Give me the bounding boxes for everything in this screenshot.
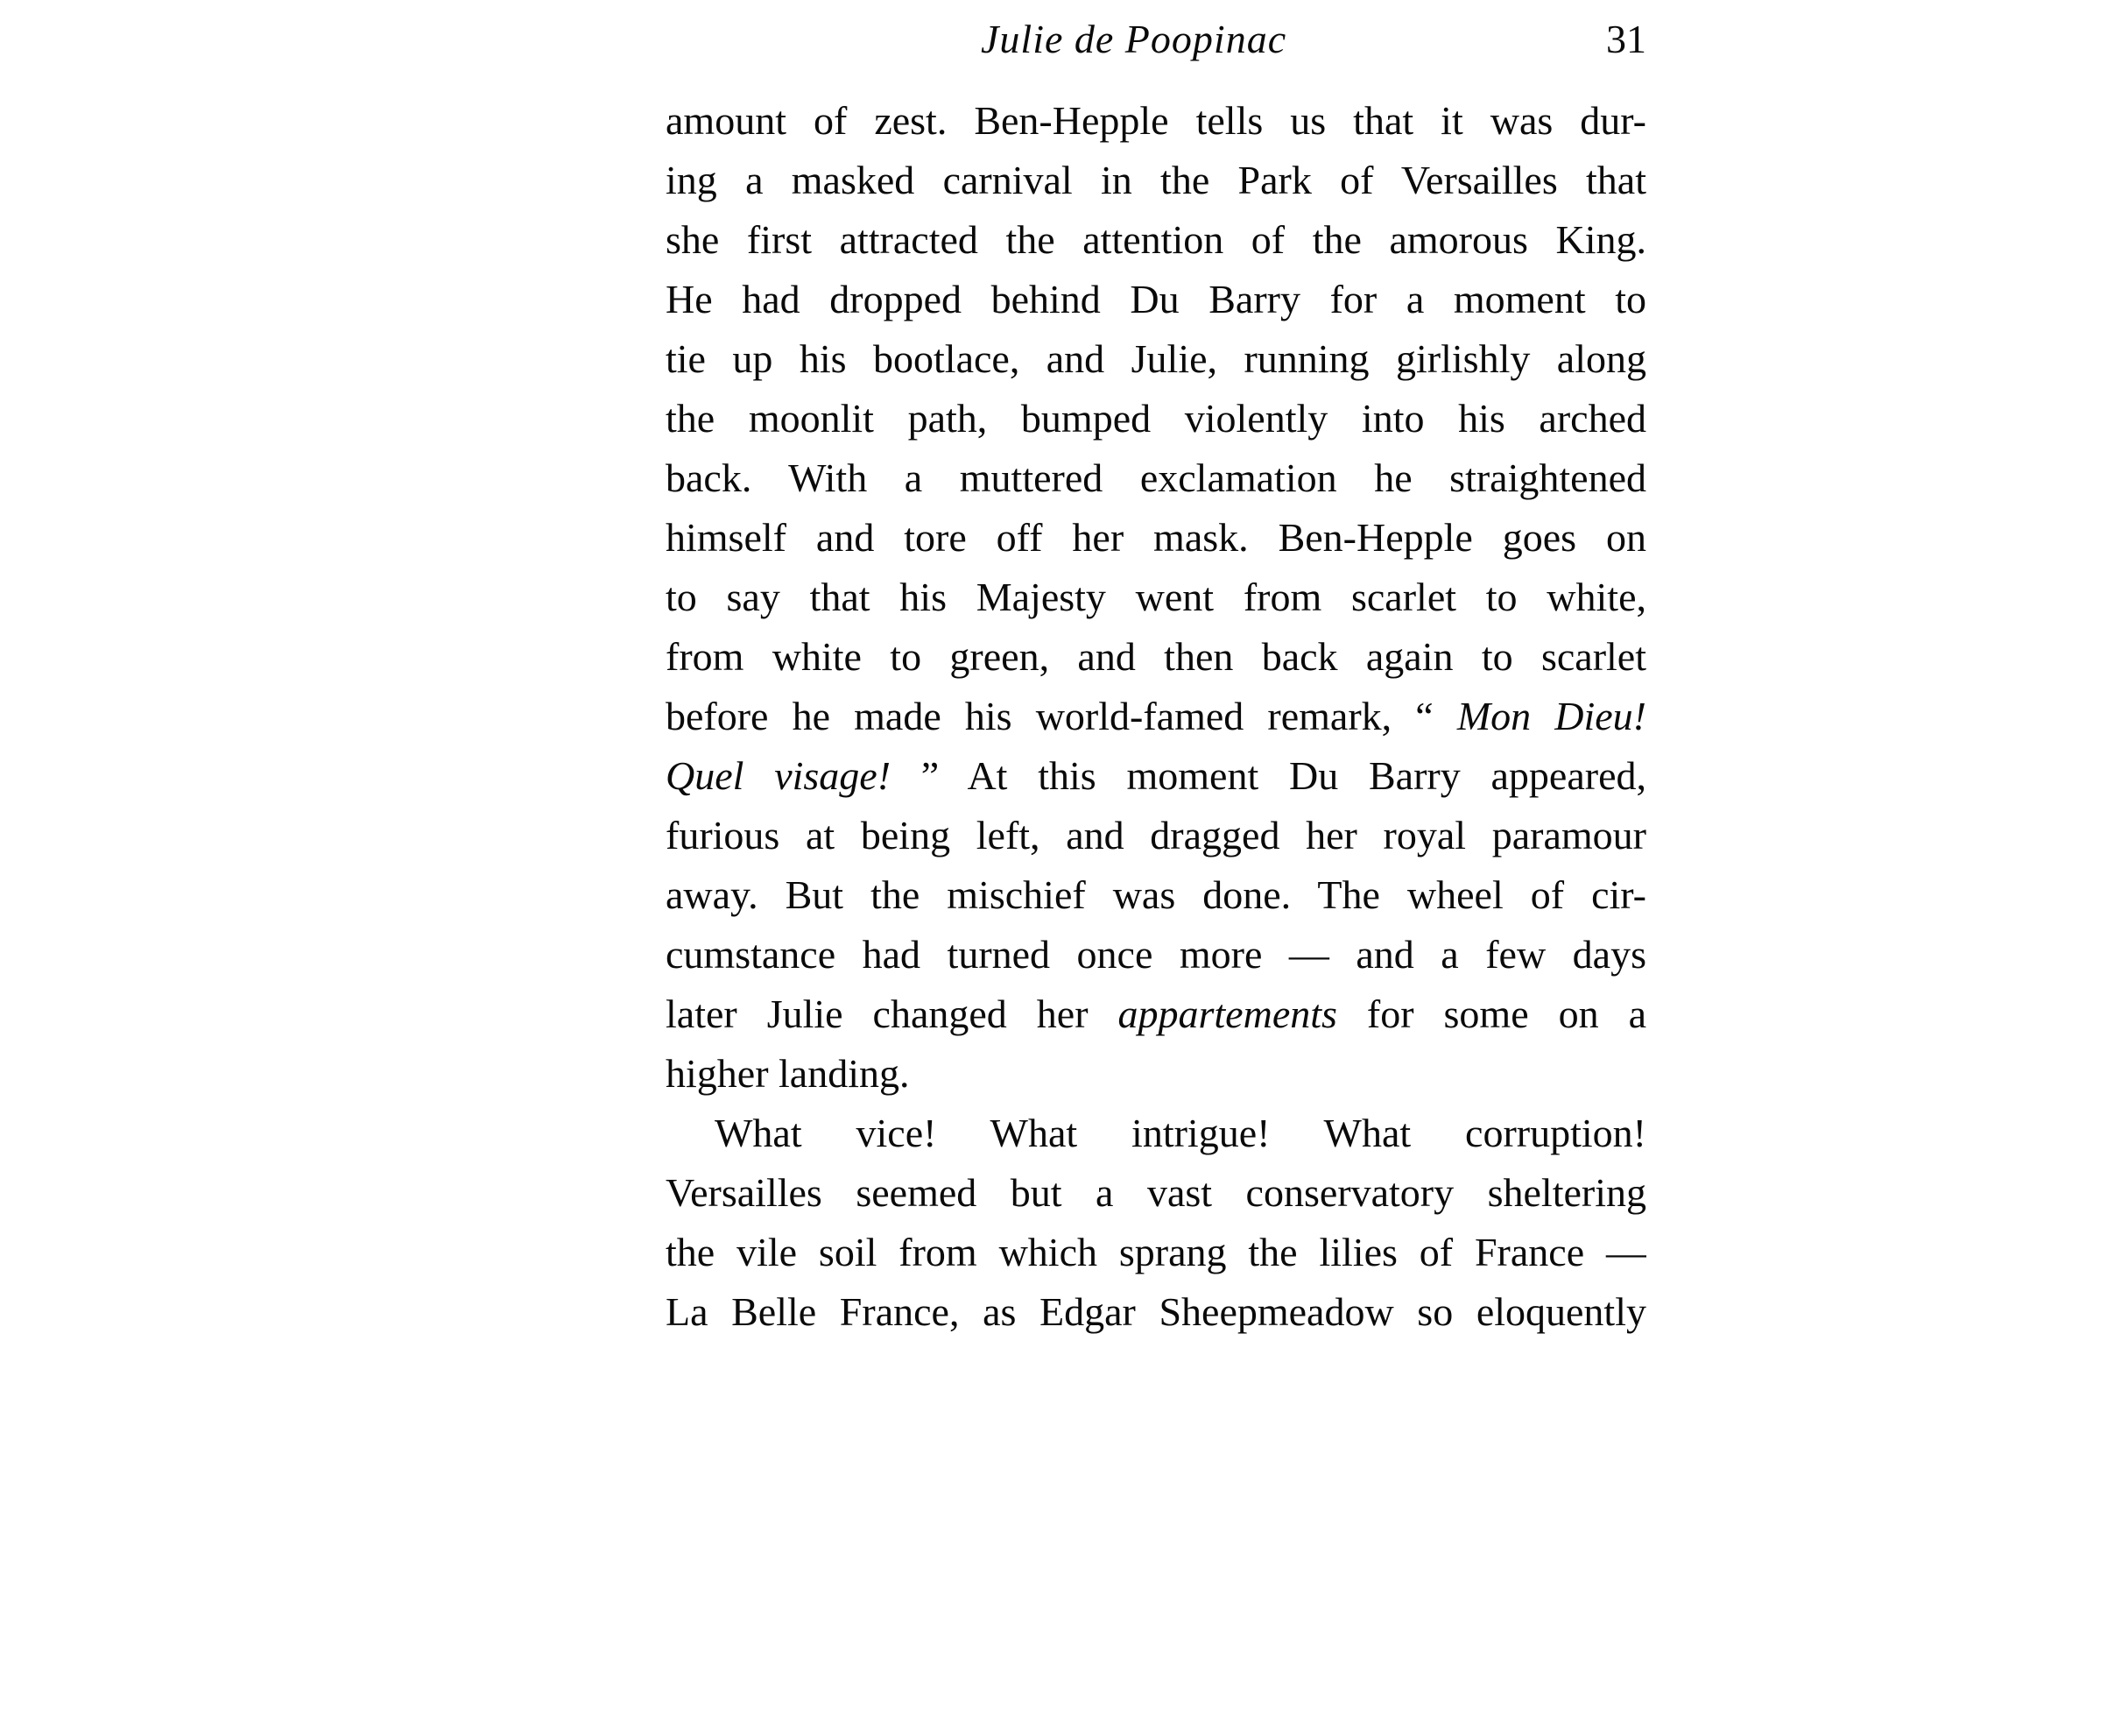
running-head: [666, 16, 1646, 77]
text-line: [666, 329, 1646, 389]
text-segment: before he made his world-famed remark, “: [666, 694, 1457, 738]
text-segment: to say that his Majesty went from scarlet to white,: [666, 575, 1646, 619]
text-line: [666, 270, 1646, 329]
text-segment: cumstance had turned once more — and a few days: [666, 932, 1646, 977]
text-line: [666, 687, 1646, 746]
text-line: [666, 984, 1646, 1044]
text-line: [666, 806, 1646, 865]
text-line: [666, 865, 1646, 925]
text-line: [666, 568, 1646, 627]
text-segment: higher landing.: [666, 1051, 910, 1096]
text-segment: He had dropped behind Du Barry for a moment to: [666, 277, 1646, 321]
text-segment: La Belle France, as Edgar Sheepmeadow so eloquently: [666, 1289, 1646, 1334]
body-text: [666, 91, 1646, 1342]
italic-text-segment: Mon Dieu!: [1456, 694, 1646, 738]
text-line: [666, 91, 1646, 151]
text-segment: the moonlit path, bumped violently into his arched: [666, 396, 1646, 441]
text-segment: away. But the mischief was done. The wheel of cir-: [666, 872, 1646, 917]
text-segment: for some on a: [1336, 991, 1646, 1036]
text-line: [666, 210, 1646, 270]
text-segment: Versailles seemed but a vast conservatory sheltering: [666, 1170, 1646, 1215]
text-line: [666, 389, 1646, 448]
text-line: [666, 1163, 1646, 1223]
text-segment: later Julie changed her: [666, 991, 1118, 1036]
text-segment: furious at being left, and dragged her royal paramour: [666, 813, 1646, 857]
text-segment: ” At this moment Du Barry appeared,: [891, 753, 1646, 798]
text-segment: tie up his bootlace, and Julie, running girlishly along: [666, 336, 1646, 381]
text-segment: she first attracted the attention of the amorous King.: [666, 217, 1646, 262]
text-line: [666, 1282, 1646, 1342]
text-line: [666, 508, 1646, 568]
page-number: 31: [1606, 17, 1646, 61]
text-segment: amount of zest. Ben-Hepple tells us that it was dur-: [666, 98, 1646, 143]
text-line: [666, 1044, 1646, 1104]
text-line: [666, 627, 1646, 687]
italic-text-segment: Quel visage!: [666, 753, 891, 798]
text-line: [666, 1104, 1646, 1163]
text-segment: ing a masked carnival in the Park of Versailles that: [666, 158, 1646, 202]
text-segment: What vice! What intrigue! What corruption!: [715, 1111, 1646, 1155]
text-line: [666, 925, 1646, 984]
text-segment: the vile soil from which sprang the lilies of France —: [666, 1230, 1646, 1274]
text-segment: back. With a muttered exclamation he straightened: [666, 455, 1646, 500]
text-segment: himself and tore off her mask. Ben-Hepple goes on: [666, 515, 1646, 560]
italic-text-segment: appartements: [1117, 991, 1337, 1036]
text-line: [666, 746, 1646, 806]
running-title: Julie de Poopinac: [981, 17, 1287, 61]
text-line: [666, 448, 1646, 508]
text-segment: from white to green, and then back again to scarlet: [666, 634, 1646, 679]
text-line: [666, 1223, 1646, 1282]
text-line: [666, 151, 1646, 210]
